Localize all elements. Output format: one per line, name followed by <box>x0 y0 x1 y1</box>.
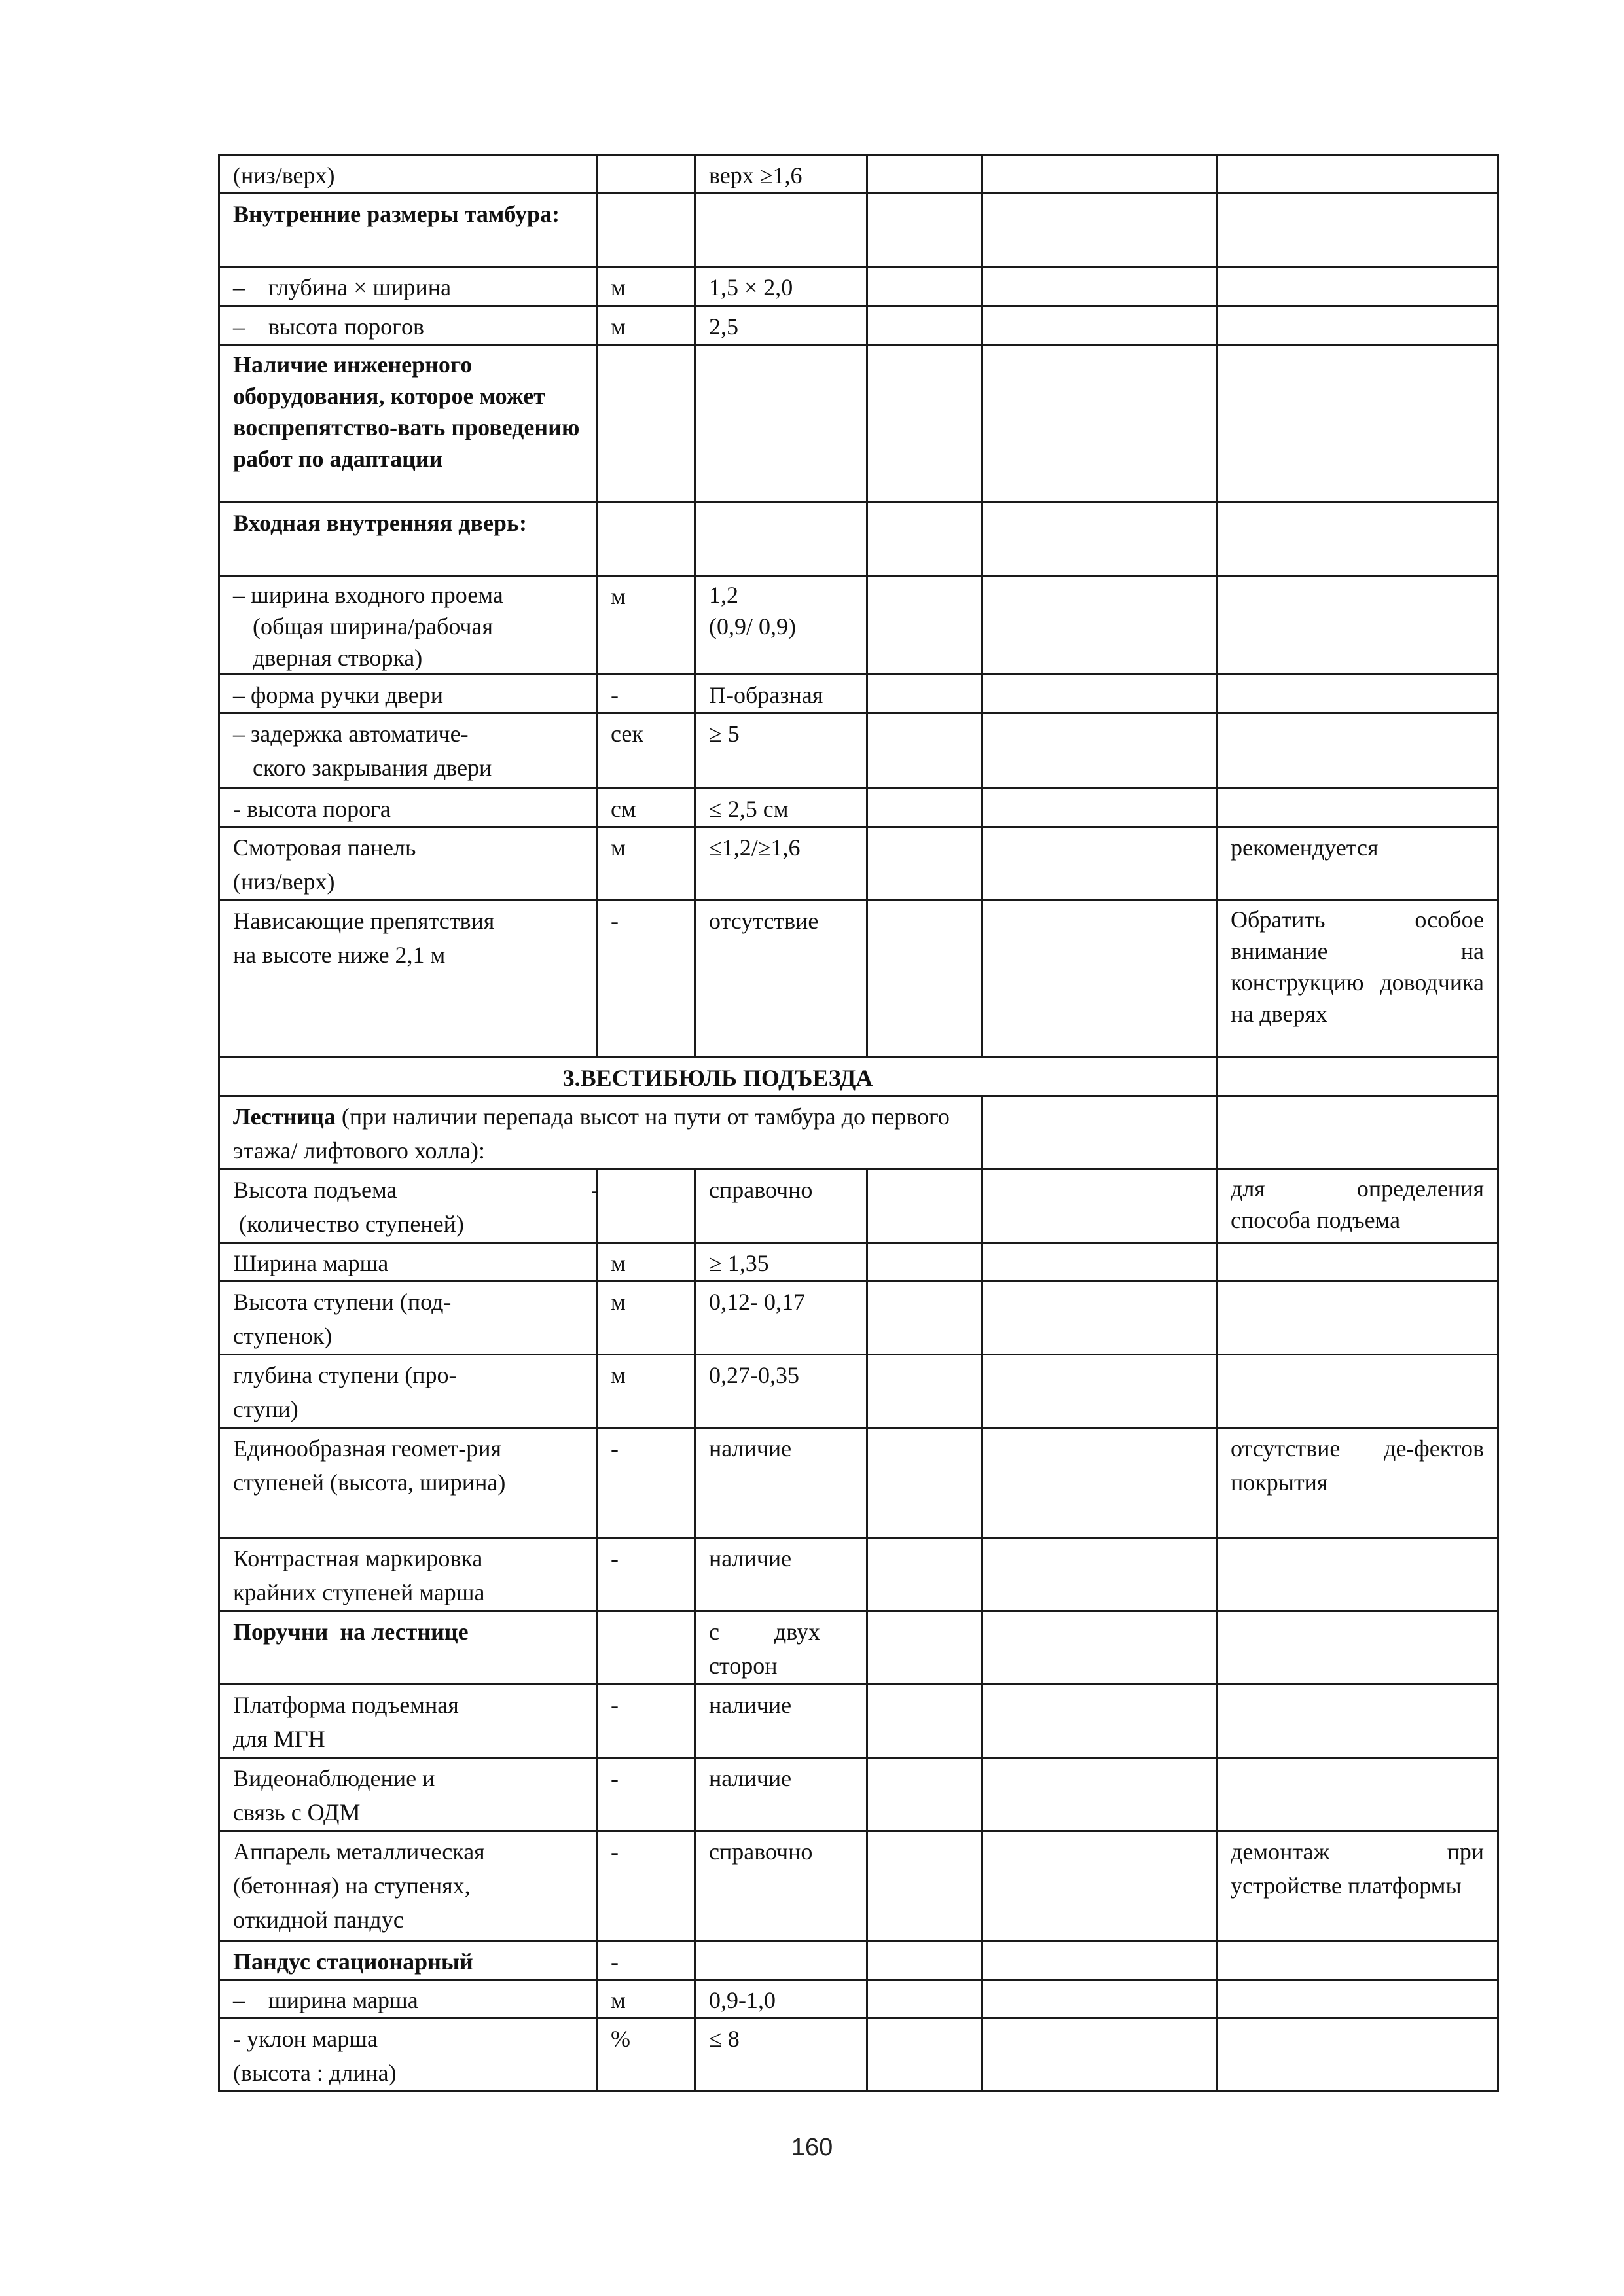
table-row <box>219 503 1498 576</box>
cell-empty <box>867 1282 983 1355</box>
cell-empty <box>983 1282 1217 1355</box>
cell-norm <box>695 346 867 503</box>
cell-empty <box>867 901 983 1058</box>
cell-empty <box>983 155 1217 194</box>
cell-empty <box>983 1685 1217 1758</box>
cell-empty <box>983 2018 1217 2092</box>
cell-unit: сек <box>597 713 695 789</box>
norm-line: (0,9/ 0,9) <box>709 613 796 639</box>
param-line: – задержка автоматиче- <box>233 721 469 747</box>
cell-empty <box>983 827 1217 901</box>
stairs-label: Лестница <box>233 1103 336 1130</box>
cell-parameter <box>219 1096 983 1170</box>
cell-unit: м <box>597 576 695 675</box>
cell-unit: - <box>597 1685 695 1758</box>
cell-unit: м <box>597 1282 695 1355</box>
table-row <box>219 346 1498 503</box>
table-row <box>219 675 1498 713</box>
cell-empty <box>867 155 983 194</box>
cell-note <box>1217 576 1498 675</box>
cell-empty <box>867 2018 983 2092</box>
table-row <box>219 789 1498 827</box>
cell-norm <box>695 576 867 675</box>
cell-empty <box>867 1355 983 1428</box>
cell-empty <box>867 194 983 267</box>
cell-parameter <box>219 576 597 675</box>
cell-unit: м <box>597 827 695 901</box>
cell-empty <box>867 1980 983 2018</box>
cell-empty <box>983 194 1217 267</box>
cell-note: для определения способа подъема <box>1217 1170 1498 1243</box>
cell-empty <box>983 346 1217 503</box>
cell-norm: наличие <box>695 1758 867 1831</box>
cell-note <box>1217 1282 1498 1355</box>
table-row <box>219 155 1498 194</box>
table-row <box>219 1355 1498 1428</box>
table-row <box>219 194 1498 267</box>
cell-norm: наличие <box>695 1538 867 1611</box>
cell-note <box>1217 1243 1498 1282</box>
cell-note <box>1217 675 1498 713</box>
table-row <box>219 1538 1498 1611</box>
cell-note <box>1217 267 1498 306</box>
cell-norm <box>695 194 867 267</box>
table-row <box>219 901 1498 1058</box>
cell-unit: м <box>597 1980 695 2018</box>
param-line: (общая ширина/рабочая <box>253 613 494 639</box>
cell-parameter <box>219 2018 597 2092</box>
cell-empty <box>983 576 1217 675</box>
cell-norm: П-образная <box>695 675 867 713</box>
cell-norm: 0,27-0,35 <box>695 1355 867 1428</box>
cell-note <box>1217 155 1498 194</box>
cell-unit <box>597 1611 695 1685</box>
cell-empty <box>867 789 983 827</box>
cell-parameter: Единообразная геомет-рия ступеней (высота, ширина) <box>219 1428 597 1538</box>
param-line: Нависающие препятствия <box>233 908 495 934</box>
cell-note <box>1217 1685 1498 1758</box>
param-line: ского закрывания двери <box>253 755 492 781</box>
norm-line: 1,2 <box>709 582 738 608</box>
cell-empty <box>983 1611 1217 1685</box>
cell-parameter: – высота порогов <box>219 306 597 346</box>
cell-unit: - <box>597 901 695 1058</box>
cell-norm: справочно <box>695 1170 867 1243</box>
table-row <box>219 1831 1498 1941</box>
cell-empty <box>983 713 1217 789</box>
param-line: (низ/верх) <box>233 869 335 895</box>
cell-note <box>1217 346 1498 503</box>
cell-note: отсутствие де-фектов покрытия <box>1217 1428 1498 1538</box>
cell-empty <box>983 1096 1217 1170</box>
cell-empty <box>867 1941 983 1980</box>
param-line: дверная створка) <box>253 645 423 671</box>
cell-unit <box>597 155 695 194</box>
cell-parameter: – ширина марша <box>219 1980 597 2018</box>
cell-unit: % <box>597 2018 695 2092</box>
param-line: – ширина входного проема <box>233 582 503 608</box>
requirements-table <box>218 154 1499 2092</box>
cell-unit: м <box>597 1243 695 1282</box>
cell-parameter <box>219 713 597 789</box>
table-row <box>219 1611 1498 1685</box>
table-row <box>219 306 1498 346</box>
cell-note: демонтаж при устройстве платформы <box>1217 1831 1498 1941</box>
cell-norm: справочно <box>695 1831 867 1941</box>
cell-unit: - <box>597 1538 695 1611</box>
cell-parameter: Внутренние размеры тамбура: <box>219 194 597 267</box>
param-line: - уклон марша <box>233 2026 378 2052</box>
cell-parameter: Ширина марша <box>219 1243 597 1282</box>
cell-note <box>1217 194 1498 267</box>
cell-norm: наличие <box>695 1685 867 1758</box>
cell-norm: ≥ 5 <box>695 713 867 789</box>
stairs-label-rest: (при наличии перепада высот на пути от тамбура до первого этажа/ лифтового холла): <box>233 1103 950 1164</box>
cell-empty <box>867 346 983 503</box>
cell-parameter: Аппарель металлическая (бетонная) на ступенях, откидной пандус <box>219 1831 597 1941</box>
page-number: 160 <box>791 2134 833 2161</box>
cell-note <box>1217 503 1498 576</box>
cell-parameter: глубина ступени (про-ступи) <box>219 1355 597 1428</box>
table-row <box>219 267 1498 306</box>
cell-parameter <box>219 1170 597 1243</box>
cell-empty <box>867 1685 983 1758</box>
cell-empty <box>867 267 983 306</box>
cell-empty <box>983 1355 1217 1428</box>
cell-parameter <box>219 827 597 901</box>
cell-unit: - <box>597 1831 695 1941</box>
table-row <box>219 713 1498 789</box>
cell-empty <box>983 1243 1217 1282</box>
cell-parameter: – глубина × ширина <box>219 267 597 306</box>
cell-empty <box>867 827 983 901</box>
table-row <box>219 1282 1498 1355</box>
table-row <box>219 1758 1498 1831</box>
cell-norm: ≤ 8 <box>695 2018 867 2092</box>
table-row <box>219 2018 1498 2092</box>
cell-note <box>1217 1980 1498 2018</box>
cell-unit: - <box>597 1941 695 1980</box>
cell-empty <box>867 713 983 789</box>
cell-empty <box>983 1831 1217 1941</box>
table-row <box>219 576 1498 675</box>
cell-empty <box>983 1428 1217 1538</box>
cell-unit: м <box>597 267 695 306</box>
cell-parameter: Платформа подъемная для МГН <box>219 1685 597 1758</box>
cell-unit: м <box>597 1355 695 1428</box>
cell-empty <box>867 1831 983 1941</box>
cell-parameter: Наличие инженерного оборудования, которое может воспрепятство-вать проведению работ по адаптации <box>219 346 597 503</box>
cell-empty <box>983 675 1217 713</box>
cell-empty <box>983 306 1217 346</box>
table-row <box>219 1685 1498 1758</box>
cell-empty <box>983 267 1217 306</box>
cell-parameter: Контрастная маркировка крайних ступеней марша <box>219 1538 597 1611</box>
cell-empty <box>867 503 983 576</box>
cell-empty <box>983 1980 1217 2018</box>
param-line: Высота подъема <box>233 1177 397 1203</box>
cell-unit <box>597 346 695 503</box>
cell-empty <box>983 1538 1217 1611</box>
cell-parameter: Поручни на лестнице <box>219 1611 597 1685</box>
cell-note: рекомендуется <box>1217 827 1498 901</box>
cell-empty <box>867 1611 983 1685</box>
cell-empty <box>983 1170 1217 1243</box>
cell-empty <box>983 1758 1217 1831</box>
cell-empty <box>867 1428 983 1538</box>
table-row <box>219 1243 1498 1282</box>
param-line: (высота : длина) <box>233 2060 397 2086</box>
table-row <box>219 1941 1498 1980</box>
cell-unit: м <box>597 306 695 346</box>
cell-empty <box>867 1170 983 1243</box>
cell-unit: - <box>597 1758 695 1831</box>
param-line: Смотровая панель <box>233 834 416 861</box>
cell-empty <box>867 1538 983 1611</box>
cell-parameter <box>219 901 597 1058</box>
cell-note <box>1217 1611 1498 1685</box>
table-row <box>219 1980 1498 2018</box>
cell-norm: 0,12- 0,17 <box>695 1282 867 1355</box>
cell-norm: ≤ 2,5 см <box>695 789 867 827</box>
cell-note: Обратить особое внимание на конструкцию доводчика на дверях <box>1217 901 1498 1058</box>
section-title: 3.ВЕСТИБЮЛЬ ПОДЪЕЗДА <box>219 1058 1217 1096</box>
cell-empty <box>867 306 983 346</box>
param-line: (количество ступеней) <box>233 1211 464 1237</box>
cell-unit: - <box>597 1428 695 1538</box>
param-line: на высоте ниже 2,1 м <box>233 942 446 968</box>
cell-note <box>1217 1941 1498 1980</box>
cell-norm: ≤1,2/≥1,6 <box>695 827 867 901</box>
cell-empty <box>983 901 1217 1058</box>
cell-empty <box>867 675 983 713</box>
cell-unit <box>597 503 695 576</box>
table-row <box>219 1170 1498 1243</box>
cell-note <box>1217 1538 1498 1611</box>
cell-empty <box>867 576 983 675</box>
cell-norm <box>695 503 867 576</box>
cell-norm: отсутствие <box>695 901 867 1058</box>
cell-note <box>1217 2018 1498 2092</box>
cell-note <box>1217 1355 1498 1428</box>
cell-unit: - <box>597 675 695 713</box>
cell-parameter: – форма ручки двери <box>219 675 597 713</box>
cell-empty <box>867 1758 983 1831</box>
cell-note <box>1217 713 1498 789</box>
cell-norm: верх ≥1,6 <box>695 155 867 194</box>
cell-note <box>1217 1058 1498 1096</box>
cell-parameter: Видеонаблюдение и связь с ОДМ <box>219 1758 597 1831</box>
cell-norm <box>695 1941 867 1980</box>
cell-note <box>1217 306 1498 346</box>
cell-norm: 2,5 <box>695 306 867 346</box>
table-row <box>219 827 1498 901</box>
cell-unit: - <box>577 1170 676 1243</box>
section-row <box>219 1058 1498 1096</box>
table-row <box>219 1096 1498 1170</box>
cell-parameter: (низ/верх) <box>219 155 597 194</box>
cell-empty <box>983 503 1217 576</box>
cell-norm: ≥ 1,35 <box>695 1243 867 1282</box>
cell-norm: 0,9-1,0 <box>695 1980 867 2018</box>
cell-parameter: Высота ступени (под-ступенок) <box>219 1282 597 1355</box>
cell-parameter: Пандус стационарный <box>219 1941 597 1980</box>
cell-parameter: Входная внутренняя дверь: <box>219 503 597 576</box>
cell-unit: см <box>597 789 695 827</box>
cell-unit <box>597 194 695 267</box>
cell-norm: с двух сторон <box>695 1611 867 1685</box>
cell-norm: 1,5 × 2,0 <box>695 267 867 306</box>
cell-empty <box>983 789 1217 827</box>
cell-note <box>1217 1758 1498 1831</box>
table-row <box>219 1428 1498 1538</box>
cell-parameter: - высота порога <box>219 789 597 827</box>
cell-norm: наличие <box>695 1428 867 1538</box>
cell-note <box>1217 789 1498 827</box>
cell-empty <box>983 1941 1217 1980</box>
cell-empty <box>867 1243 983 1282</box>
cell-note <box>1217 1096 1498 1170</box>
